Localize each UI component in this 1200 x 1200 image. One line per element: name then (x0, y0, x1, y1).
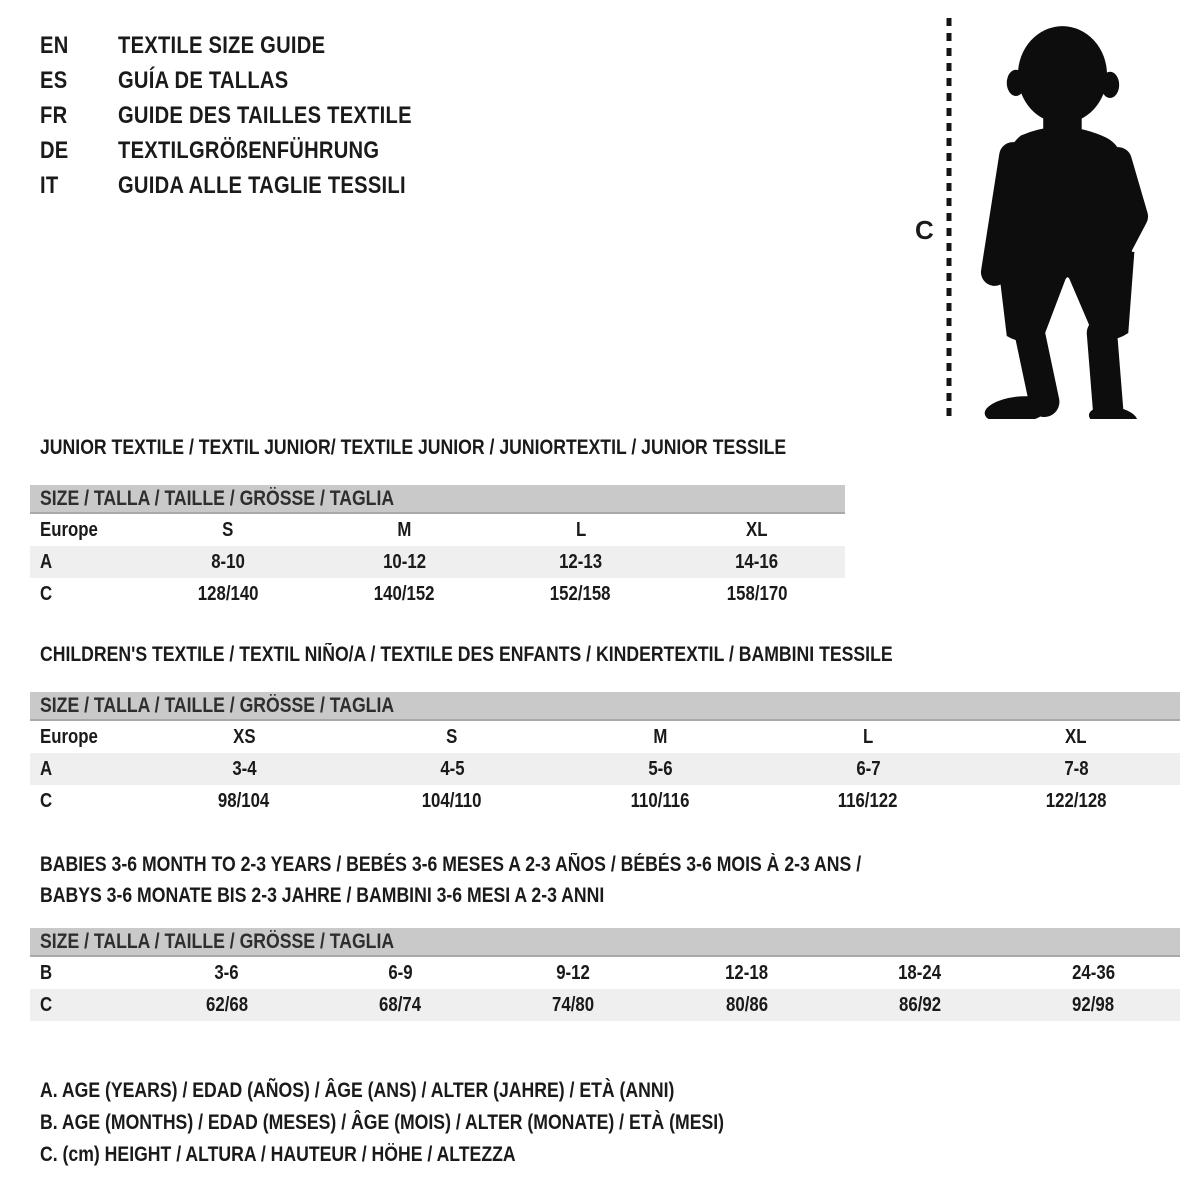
language-row (40, 133, 468, 168)
language-code: EN (40, 31, 69, 59)
table-row (30, 721, 1180, 753)
cell-value: 140/152 (374, 582, 435, 605)
children-section-title (40, 643, 1055, 667)
legend-line-c: C. (cm) HEIGHT / ALTURA / HAUTEUR / HÖHE / ALTEZZA (40, 1143, 516, 1166)
cell-value: 128/140 (197, 582, 259, 605)
babies-section-title-line1: BABIES 3-6 MONTH TO 2-3 YEARS / BEBÉS 3-6 MESES A 2-3 AÑOS / BÉBÉS 3-6 MOIS À 2-3 ANS / (40, 853, 862, 876)
legend-line-a: A. AGE (YEARS) / EDAD (AÑOS) / ÂGE (ANS) / ALTER (JAHRE) / ETÀ (ANNI) (40, 1079, 675, 1102)
cell-value: 6-9 (387, 961, 413, 984)
cell-value: 4-5 (439, 757, 465, 780)
table-row (30, 546, 845, 578)
cell-value: 8-10 (211, 550, 245, 573)
table-row (30, 989, 1180, 1021)
cell-value: XL (1065, 725, 1087, 748)
cell-value: 116/122 (838, 789, 898, 812)
language-row (40, 98, 468, 133)
language-code: DE (40, 136, 69, 164)
cell-value: 104/110 (422, 789, 482, 812)
cell-value: 86/92 (898, 993, 941, 1016)
toddler-silhouette-icon (963, 14, 1168, 419)
table-row (30, 785, 1180, 817)
cell-value: 68/74 (378, 993, 422, 1016)
babies-size-table (30, 928, 1180, 1021)
cell-value: 24-36 (1071, 961, 1115, 984)
row-label: A (40, 757, 53, 780)
cell-value: 7-8 (1063, 757, 1089, 780)
row-label: B (40, 961, 53, 984)
row-label: Europe (40, 725, 98, 748)
cell-value: 122/128 (1045, 789, 1107, 812)
height-measure-label: C (915, 215, 934, 245)
cell-value: 12-18 (725, 961, 769, 984)
row-label: C (40, 582, 53, 605)
size-header-text: SIZE / TALLA / TAILLE / GRÖSSE / TAGLIA (40, 929, 395, 953)
measure-legend (40, 1075, 854, 1171)
table-row (30, 753, 1180, 785)
language-header (40, 28, 468, 203)
row-label: Europe (40, 518, 98, 541)
cell-value: 3-6 (214, 961, 239, 984)
cell-value: M (397, 518, 412, 541)
size-header-bar (30, 485, 845, 514)
language-row (40, 28, 468, 63)
size-header-bar (30, 928, 1180, 957)
children-size-table (30, 692, 1180, 817)
junior-section-title-text: JUNIOR TEXTILE / TEXTIL JUNIOR/ TEXTILE JUNIOR / JUNIORTEXTIL / JUNIOR TESSILE (40, 436, 787, 459)
cell-value: 9-12 (556, 961, 591, 984)
cell-value: L (862, 725, 874, 748)
language-code: IT (40, 171, 59, 199)
cell-value: 80/86 (725, 993, 768, 1016)
cell-value: 92/98 (1072, 993, 1115, 1016)
cell-value: 158/170 (726, 582, 788, 605)
language-title: GUIDE DES TAILLES TEXTILE (118, 101, 412, 129)
children-section-title-text: CHILDREN'S TEXTILE / TEXTIL NIÑO/A / TEXTILE DES ENFANTS / KINDERTEXTIL / BAMBINI TESSILE (40, 643, 893, 666)
legend-line-b: B. AGE (MONTHS) / EDAD (MESES) / ÂGE (MOIS) / ALTER (MONATE) / ETÀ (MESI) (40, 1111, 725, 1134)
cell-value: XS (232, 725, 256, 748)
language-row (40, 63, 468, 98)
size-header-text: SIZE / TALLA / TAILLE / GRÖSSE / TAGLIA (40, 486, 395, 510)
cell-value: 98/104 (218, 789, 270, 812)
table-row (30, 957, 1180, 989)
cell-value: XL (746, 518, 768, 541)
language-code: ES (40, 66, 68, 94)
cell-value: 5-6 (647, 757, 673, 780)
cell-value: 10-12 (382, 550, 426, 573)
cell-value: 3-4 (231, 757, 257, 780)
cell-value: 18-24 (898, 961, 942, 984)
junior-section-title (40, 436, 928, 460)
cell-value: L (575, 518, 586, 541)
language-row (40, 168, 468, 203)
cell-value: S (222, 518, 234, 541)
cell-value: 74/80 (552, 993, 595, 1016)
height-figure (905, 10, 1195, 425)
table-row (30, 514, 845, 546)
language-code: FR (40, 101, 68, 129)
size-header-text: SIZE / TALLA / TAILLE / GRÖSSE / TAGLIA (40, 693, 395, 717)
row-label: C (40, 993, 53, 1016)
cell-value: S (446, 725, 458, 748)
cell-value: 6-7 (855, 757, 881, 780)
junior-size-table (30, 485, 845, 610)
language-title: GUÍA DE TALLAS (118, 66, 289, 94)
cell-value: 152/158 (550, 582, 611, 605)
cell-value: 110/116 (630, 789, 690, 812)
babies-section-title-line2: BABYS 3-6 MONATE BIS 2-3 JAHRE / BAMBINI 3-6 MESI A 2-3 ANNI (40, 884, 605, 907)
cell-value: 12-13 (559, 550, 603, 573)
language-title: TEXTILE SIZE GUIDE (118, 31, 326, 59)
cell-value: 62/68 (205, 993, 248, 1016)
language-title: TEXTILGRÖßENFÜHRUNG (118, 136, 380, 164)
cell-value: 14-16 (735, 550, 779, 573)
row-label: C (40, 789, 53, 812)
cell-value: M (652, 725, 667, 748)
size-header-bar (30, 692, 1180, 721)
table-row (30, 578, 845, 610)
height-dashed-line (945, 16, 953, 418)
language-title: GUIDA ALLE TAGLIE TESSILI (118, 171, 406, 199)
row-label: A (40, 550, 53, 573)
